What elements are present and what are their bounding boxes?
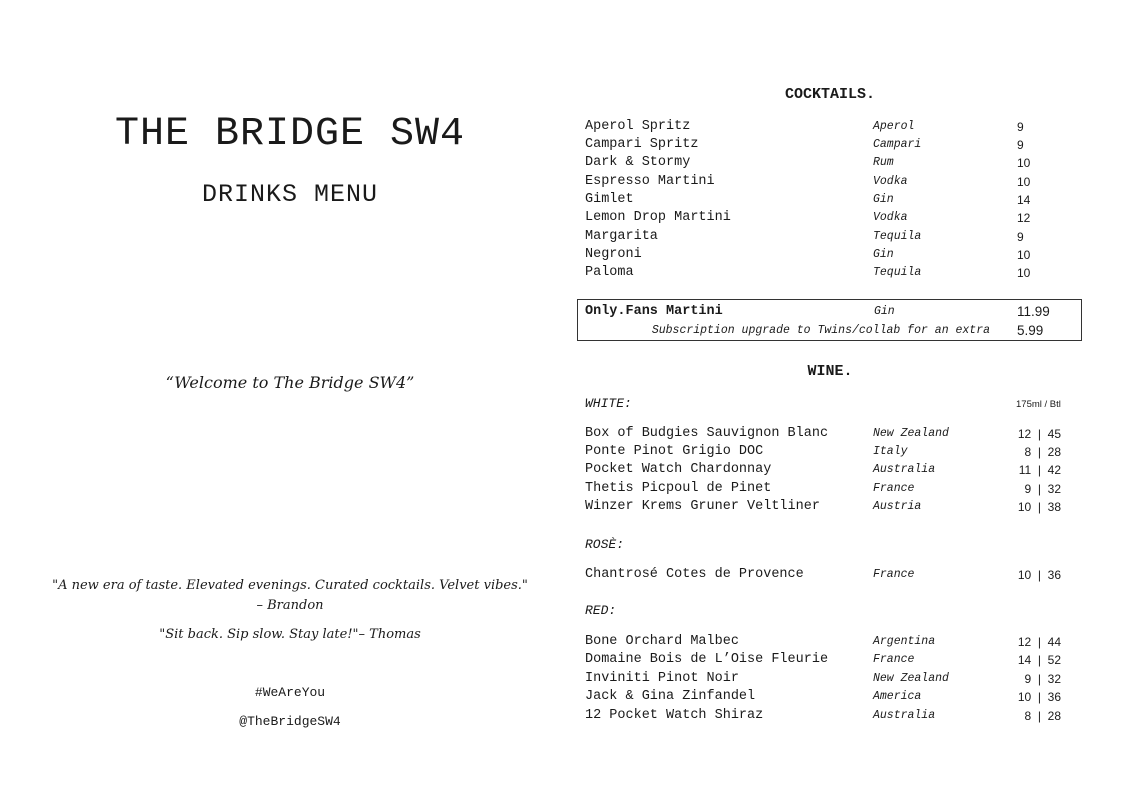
testimonial-quote: "A new era of taste. Elevated evenings. Curated cocktails. Velvet vibes." — [52, 578, 528, 593]
wine-row — [585, 567, 1085, 585]
wine-name: Ponte Pinot Grigio DOC — [585, 444, 764, 459]
wine-origin: New Zealand — [873, 427, 949, 440]
cocktail-spirit: Rum — [873, 156, 894, 169]
wine-row — [585, 708, 1085, 726]
menu-subtitle: DRINKS MENU — [201, 180, 379, 209]
cocktail-row — [585, 119, 1085, 137]
wine-category-red: RED: — [585, 603, 617, 618]
wine-origin: Australia — [873, 463, 936, 476]
wine-name: Thetis Picpoul de Pinet — [585, 481, 772, 496]
wine-category-rose: ROSÈ: — [585, 537, 625, 552]
wine-row — [585, 652, 1085, 670]
testimonial-quote-2: "Sit back. Sip slow. Stay late!"– Thomas — [159, 627, 421, 642]
cocktail-spirit: Campari — [873, 138, 922, 151]
wine-price: 12 | 45 — [1017, 427, 1061, 441]
cocktail-price: 10 — [1017, 156, 1031, 170]
wine-origin: France — [873, 653, 915, 666]
wine-heading: WINE. — [807, 363, 853, 380]
cocktail-name: Gimlet — [585, 192, 634, 207]
featured-upgrade-price: 5.99 — [1017, 323, 1044, 338]
wine-name: Winzer Krems Gruner Veltliner — [585, 499, 820, 514]
cocktail-row — [585, 229, 1085, 247]
cocktail-row — [585, 174, 1085, 192]
wine-price: 9 | 32 — [1024, 482, 1061, 496]
cocktail-price: 10 — [1017, 175, 1031, 189]
cocktail-price: 14 — [1017, 193, 1031, 207]
cocktail-spirit: Vodka — [873, 175, 908, 188]
hashtag: #WeAreYou — [254, 685, 326, 700]
cocktail-row — [585, 210, 1085, 228]
cocktail-name: Margarita — [585, 229, 658, 244]
wine-row — [585, 426, 1085, 444]
cocktail-price: 10 — [1017, 248, 1031, 262]
wine-row — [585, 444, 1085, 462]
social-handle: @TheBridgeSW4 — [239, 714, 341, 729]
wine-origin: New Zealand — [873, 672, 949, 685]
wine-name: Chantrosé Cotes de Provence — [585, 567, 804, 582]
wine-name: Jack & Gina Zinfandel — [585, 689, 756, 704]
cocktail-price: 12 — [1017, 211, 1031, 225]
wine-price: 8 | 28 — [1024, 445, 1061, 459]
wine-name: Bone Orchard Malbec — [585, 634, 739, 649]
featured-cocktail-price: 11.99 — [1017, 304, 1050, 319]
cocktail-row — [585, 155, 1085, 173]
cocktail-price: 9 — [1017, 120, 1024, 134]
cocktail-name: Lemon Drop Martini — [585, 210, 731, 225]
wine-origin: Italy — [873, 445, 908, 458]
cocktail-name: Espresso Martini — [585, 174, 715, 189]
cocktails-heading: COCKTAILS. — [784, 86, 875, 103]
wine-name: Box of Budgies Sauvignon Blanc — [585, 426, 829, 441]
wine-row — [585, 481, 1085, 499]
wine-price: 11 | 42 — [1018, 463, 1061, 477]
featured-cocktail-name: Only.Fans Martini — [585, 304, 723, 319]
menu-title: THE BRIDGE SW4 — [114, 112, 466, 157]
cocktail-spirit: Tequila — [873, 230, 922, 243]
wine-price: 8 | 28 — [1024, 709, 1061, 723]
cocktail-price: 10 — [1017, 266, 1031, 280]
wine-origin: Austria — [873, 500, 922, 513]
wine-price: 12 | 44 — [1017, 635, 1061, 649]
wine-origin: Argentina — [873, 635, 936, 648]
wine-row — [585, 634, 1085, 652]
cocktail-name: Negroni — [585, 247, 642, 262]
wine-category-white: WHITE: — [585, 396, 632, 411]
cocktail-row — [585, 247, 1085, 265]
wine-origin: France — [873, 482, 915, 495]
wine-origin: America — [873, 690, 922, 703]
cocktail-row — [585, 265, 1085, 283]
wine-origin: Australia — [873, 709, 936, 722]
featured-cocktail-box — [577, 299, 1082, 341]
cocktail-spirit: Gin — [873, 248, 894, 261]
wine-price: 10 | 38 — [1017, 500, 1061, 514]
featured-upgrade-note: Subscription upgrade to Twins/collab for an extra — [651, 324, 990, 337]
wine-price: 10 | 36 — [1017, 568, 1061, 582]
cocktail-name: Campari Spritz — [585, 137, 699, 152]
wine-row — [585, 671, 1085, 689]
wine-size-label: 175ml / Btl — [1016, 399, 1061, 410]
wine-name: Inviniti Pinot Noir — [585, 671, 739, 686]
cocktail-spirit: Tequila — [873, 266, 922, 279]
wine-name: Pocket Watch Chardonnay — [585, 462, 772, 477]
cocktail-price: 9 — [1017, 230, 1024, 244]
wine-name: 12 Pocket Watch Shiraz — [585, 708, 764, 723]
wine-row — [585, 689, 1085, 707]
cocktail-row — [585, 137, 1085, 155]
cocktail-row — [585, 192, 1085, 210]
testimonial-author: – Brandon — [256, 598, 324, 613]
cocktail-name: Paloma — [585, 265, 634, 280]
welcome-text: “Welcome to The Bridge SW4” — [165, 373, 415, 392]
wine-origin: France — [873, 568, 915, 581]
cocktail-spirit: Vodka — [873, 211, 908, 224]
cocktail-spirit: Gin — [873, 193, 894, 206]
wine-price: 10 | 36 — [1017, 690, 1061, 704]
wine-name: Domaine Bois de L’Oise Fleurie — [585, 652, 829, 667]
cocktail-spirit: Aperol — [873, 120, 915, 133]
cocktail-name: Aperol Spritz — [585, 119, 691, 134]
wine-price: 9 | 32 — [1024, 672, 1061, 686]
cocktail-name: Dark & Stormy — [585, 155, 691, 170]
cocktail-price: 9 — [1017, 138, 1024, 152]
featured-cocktail-spirit: Gin — [874, 305, 895, 318]
wine-row — [585, 499, 1085, 517]
wine-price: 14 | 52 — [1017, 653, 1061, 667]
wine-row — [585, 462, 1085, 480]
